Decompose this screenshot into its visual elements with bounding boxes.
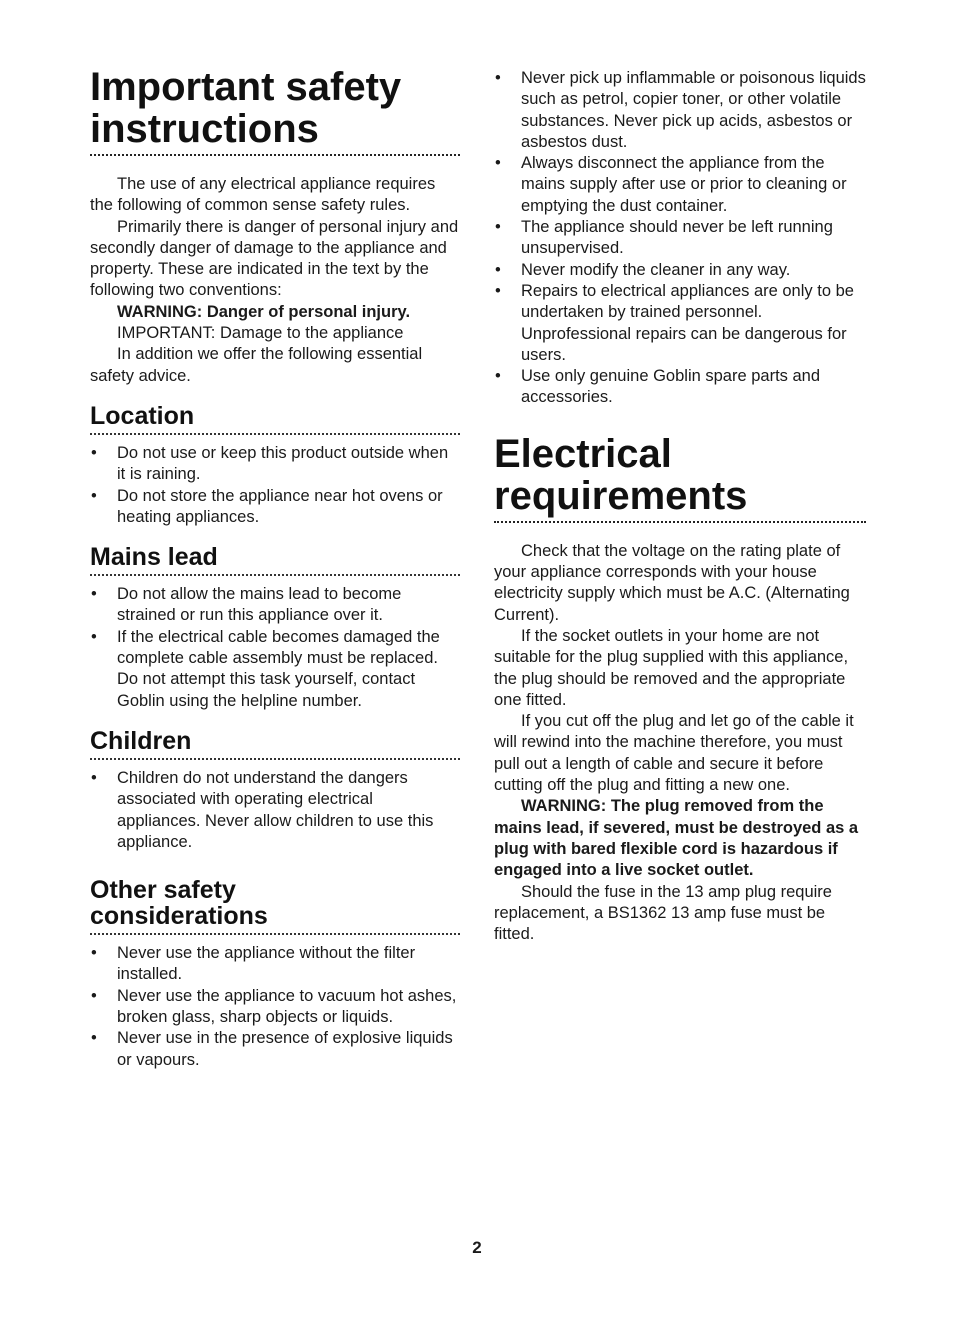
left-column: [90, 66, 460, 1071]
list-item: [90, 943, 460, 986]
list-item-text: Never pick up inflammable or poisonous liquids such as petrol, copier toner, or other volatile substances. Never pick up acids, asbestos or asbestos dust.: [521, 69, 866, 151]
page-title: Important safety instructions: [90, 66, 460, 156]
bullet-icon: •: [91, 443, 97, 462]
safety-sections: [90, 403, 460, 1071]
bullet-icon: •: [91, 1029, 97, 1048]
list-item-text: Never modify the cleaner in any way.: [521, 260, 791, 279]
intro-text: [90, 174, 460, 387]
section-heading: Mains lead: [90, 544, 460, 576]
bullet-list: [90, 943, 460, 1071]
list-item: [90, 486, 460, 529]
list-item: [90, 768, 460, 853]
paragraph: Primarily there is danger of personal injury and secondly danger of damage to the appliance and property. These are indicated in the text by the following two conventions:: [90, 217, 459, 300]
list-item-text: Do not use or keep this product outside when it is raining.: [117, 443, 449, 484]
list-item: [494, 260, 866, 281]
list-item-text: Never use the appliance to vacuum hot ashes, broken glass, sharp objects or liquids.: [117, 986, 457, 1027]
paragraph: WARNING: Danger of personal injury.: [117, 302, 411, 321]
list-item-text: Children do not understand the dangers associated with operating electrical appliances. Never allow children to use this appliance.: [117, 768, 434, 851]
bullet-icon: •: [495, 367, 501, 386]
section-divider: [90, 933, 460, 935]
list-item: [90, 627, 460, 712]
paragraph: In addition we offer the following essential safety advice.: [90, 345, 423, 385]
list-item: [90, 443, 460, 486]
list-item: [90, 1028, 460, 1071]
section-heading: Other safety considerations: [90, 876, 268, 931]
section-heading: Location: [90, 403, 460, 435]
paragraph: If you cut off the plug and let go of the cable it will rewind into the machine therefore, you must pull out a length of cable and secure it before cutting off the plug and fitting a new one.: [494, 712, 854, 795]
bullet-icon: •: [91, 986, 97, 1005]
list-item: [90, 584, 460, 627]
bullet-list: [90, 768, 460, 853]
electrical-text: [494, 541, 866, 946]
paragraph: If the socket outlets in your home are not suitable for the plug supplied with this appliance, the plug should be removed and the appropriate one fitted.: [494, 626, 849, 709]
list-item: [90, 986, 460, 1029]
list-item-text: The appliance should never be left running unsupervised.: [521, 218, 833, 258]
bullet-icon: •: [495, 260, 501, 279]
bullet-icon: •: [495, 154, 501, 173]
list-item: [494, 153, 866, 217]
bullet-icon: •: [91, 585, 97, 604]
other-safety-list-continued: [494, 68, 866, 409]
list-item-text: Never use the appliance without the filter installed.: [117, 944, 416, 984]
list-item-text: Always disconnect the appliance from the mains supply after use or prior to cleaning or emptying the dust container.: [521, 154, 847, 215]
bullet-icon: •: [495, 281, 501, 300]
bullet-list: [90, 443, 460, 528]
bullet-icon: •: [91, 627, 97, 646]
page-number: 2: [472, 1238, 482, 1257]
bullet-icon: •: [91, 944, 97, 963]
paragraph: Check that the voltage on the rating plate of your appliance corresponds with your house electricity supply which must be A.C. (Alternating Current).: [494, 541, 850, 624]
bullet-icon: •: [91, 768, 97, 787]
paragraph: WARNING: The plug removed from the mains lead, if severed, must be destroyed as a plug with bared flexible cord is hazardous if engaged into a live socket outlet.: [494, 797, 859, 880]
bullet-list: [90, 584, 460, 712]
paragraph: IMPORTANT: Damage to the appliance: [117, 324, 404, 343]
list-item-text: If the electrical cable becomes damaged the complete cable assembly must be replaced. Do not attempt this task yourself, contact Goblin using the helpline number.: [117, 627, 440, 710]
right-column: [494, 68, 866, 945]
list-item: [494, 217, 866, 260]
bullet-icon: •: [495, 218, 501, 237]
list-item-text: Do not store the appliance near hot ovens or heating appliances.: [117, 486, 443, 526]
bullet-icon: •: [91, 486, 97, 505]
list-item-text: Do not allow the mains lead to become strained or run this appliance over it.: [117, 585, 402, 625]
list-item-text: Use only genuine Goblin spare parts and accessories.: [521, 367, 821, 407]
paragraph: Should the fuse in the 13 amp plug require replacement, a BS1362 13 amp fuse must be fitted.: [494, 882, 832, 944]
list-item: [494, 68, 866, 153]
list-item: [494, 366, 866, 409]
section-heading: Children: [90, 728, 460, 760]
electrical-title: Electrical requirements: [494, 433, 866, 523]
list-item-text: Repairs to electrical appliances are only to be undertaken by trained personnel. Unprofessional repairs can be dangerous for users.: [521, 281, 854, 364]
paragraph: The use of any electrical appliance requires the following of common sense safety rules.: [90, 175, 436, 215]
bullet-icon: •: [495, 69, 501, 87]
list-item: [494, 281, 866, 366]
list-item-text: Never use in the presence of explosive liquids or vapours.: [117, 1029, 453, 1069]
